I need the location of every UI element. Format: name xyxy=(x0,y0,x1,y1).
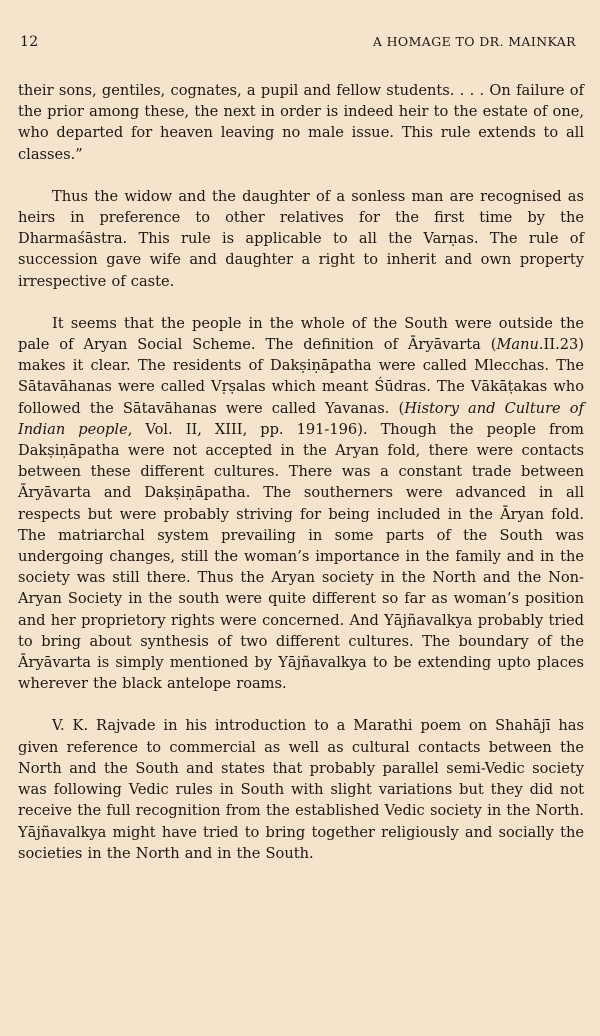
running-title: A HOMAGE TO DR. MAINKAR xyxy=(372,34,576,49)
citation-manu: Manu xyxy=(496,336,539,354)
paragraph-2-text: Thus the widow and the daughter of a sonless man are recognised as heirs in preference to other relatives for the first time by the Dharmaśāstra. This rule is applicable to all the Varṇas. The rule of succession gave wife and daughter a right to inherit and own property irrespective of caste. xyxy=(18,187,584,290)
paragraph-3-text-a: It seems that the people in the whole of the South were outside the pale of Aryan Social Scheme. The definition of Āryāvarta ( xyxy=(18,314,584,354)
paragraph-1 xyxy=(18,80,584,165)
paragraph-1-text: their sons, gentiles, cognates, a pupil and fellow students. . . . On failure of the prior among these, the next in order is indeed heir to the estate of one, who departed for heaven leaving no male issue. This rule extends to all classes.” xyxy=(18,82,584,163)
paragraph-3 xyxy=(18,313,584,695)
paragraph-2 xyxy=(18,186,584,292)
paragraph-3-text-c: , Vol. II, XIII, pp. 191-196). Though the people from Dakṣiṇāpatha were not accepted in the Aryan fold, there were contacts between these different cultures. There was a constant trade between Āryāvarta and Dakṣiṇāpatha. The southerners were advanced in all respects but were probably striving for being included in the Āryan fold. The matriarchal system prevailing in some parts of the South was undergoing changes, still the woman’s importance in the family and in the society was still there. Thus the Aryan society in the North and the Non-Aryan Society in the south were quite different so far as woman’s position and her proprietory rights were concerned. And Yājñavalkya probably tried to bring about synthesis of two different cultures. The boundary of the Āryāvarta is simply mentioned by Yājñavalkya to be extending upto places wherever the black antelope roams. xyxy=(18,420,585,693)
paragraph-4-text: V. K. Rajvade in his introduction to a Marathi poem on Shahājī has given reference to commercial as well as cultural contacts between the North and the South and states that probably parallel semi-Vedic society was following Vedic rules in South with slight variations but they did not receive the full recognition from the established Vedic society in the North. Yājñavalkya might have tried to bring together religiously and socially the societies in the North and in the South. xyxy=(18,717,584,862)
page-number: 12 xyxy=(20,34,39,50)
paragraph-3-text-b: .II.23) makes it clear. The residents of Dakṣiṇāpatha were called Mlecchas. The Sātavāhanas were called Vṛṣalas which meant Śūdras. The Vākāṭakas who followed the Sātavāhanas were called Yavanas. ( xyxy=(18,336,584,417)
body-text xyxy=(18,80,584,864)
running-head xyxy=(18,34,584,50)
paragraph-4 xyxy=(18,715,584,863)
citation-book-title: History and Culture of Indian people xyxy=(18,399,584,438)
